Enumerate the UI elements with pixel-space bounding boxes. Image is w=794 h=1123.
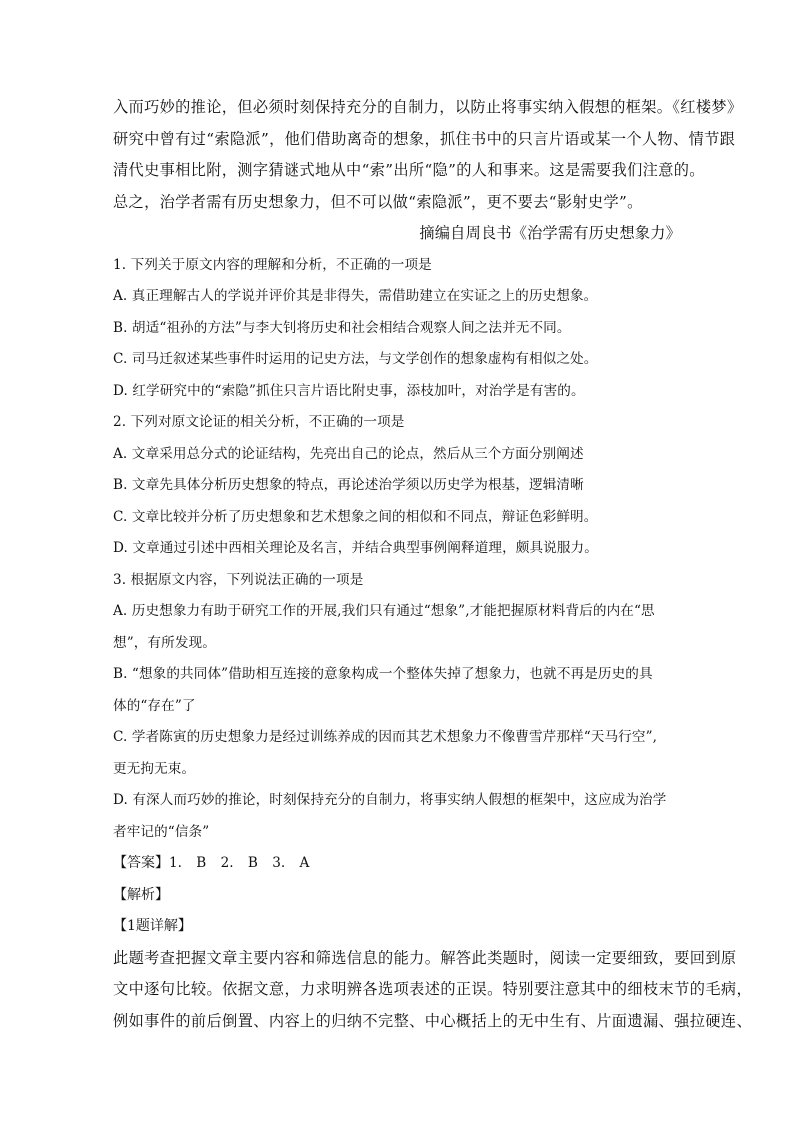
option-c: C. 学者陈寅的历史想象力是经过训练养成的因而其艺术想象力不像曹雪芹那样“天马行空”, (113, 729, 658, 745)
option-b: B. “想象的共同体”借助相互连接的意象构成一个整体失掉了想象力，也就不再是历史的具 (113, 666, 653, 682)
option-d: D. 文章通过引述中西相关理论及名言，并结合典型事例阐释道理，颇具说服力。 (113, 540, 598, 556)
explanation-line: 文中逐句比较。依据文意，力求明辨各选项表述的正误。特别要注意其中的细枝末节的毛病， (113, 980, 753, 998)
explanation-paragraph (113, 943, 753, 1038)
option-a-continued: 想”，有所发现。 (113, 634, 216, 651)
option-b: B. 文章先具体分析历史想象的特点，再论述治学须以历史学为根基，逻辑清晰 (113, 477, 584, 493)
option-c-continued: 更无拘无束。 (113, 760, 196, 777)
question-stem: 3. 根据原文内容，下列说法正确的一项是 (113, 571, 364, 588)
detail-label: 【1题详解】 (113, 918, 192, 934)
document-page (113, 92, 753, 1037)
option-d: D. 红学研究中的“索隐”抓住只言片语比附史事，添枝加叶，对治学是有害的。 (113, 382, 585, 399)
option-a: A. 历史想象力有助于研究工作的开展,我们只有通过“想象”,才能把握原材料背后的内在“思 (113, 603, 655, 619)
paragraph-line: 研究中曾有过“索隐派”，他们借助离奇的想象，抓住书中的只言片语或某一个人物、情节跟 (113, 129, 736, 148)
answer-values: 1. B 2. B 3. A (169, 855, 310, 871)
paragraph-line: 入而巧妙的推论，但必须时刻保持充分的自制力，以防止将事实纳入假想的框架。《红楼梦》 (113, 98, 743, 116)
question-2 (113, 407, 681, 565)
option-a: A. 文章采用总分式的论证结构，先亮出自己的论点，然后从三个方面分别阐述 (113, 445, 584, 462)
option-a: A. 真正理解古人的学说并评价其是非得失，需借助建立在实证之上的历史想象。 (113, 288, 598, 304)
option-d: D. 有深人而巧妙的推论，时刻保持充分的自制力，将事实纳人假想的框架中，这应成为治学 (113, 792, 667, 808)
analysis-label: 【解析】 (113, 886, 169, 903)
option-b-continued: 体的“存在”了 (113, 697, 196, 714)
explanation-line: 此题考查把握文章主要内容和筛选信息的能力。解答此类题时，阅读一定要细致，要回到原 (113, 948, 737, 967)
answer-line (113, 848, 681, 880)
intro-paragraph (113, 92, 743, 218)
option-b: B. 胡适“祖孙的方法”与李大钊将历史和社会相结合观察人间之法并无不同。 (113, 319, 571, 336)
source-citation: 摘编自周良书《治学需有历史想象力》 (419, 224, 681, 242)
option-d-continued: 者牢记的“信条” (113, 823, 210, 840)
paragraph-line: 总之，治学者需有历史想象力，但不可以做“索隐派”，更不要去“影射史学”。 (113, 192, 643, 211)
option-c: C. 文章比较并分析了历史想象和艺术想象之间的相似和不同点，辩证色彩鲜明。 (113, 508, 598, 525)
explanation-line: 例如事件的前后倒置、内容上的归纳不完整、中心概括上的无中生有、片面遗漏、强拉硬连、 (113, 1011, 753, 1030)
question-3 (113, 565, 681, 849)
option-c: C. 司马迁叙述某些事件时运用的记史方法，与文学创作的想象虚构有相似之处。 (113, 351, 598, 367)
question-stem: 1. 下列关于原文内容的理解和分析，不正确的一项是 (113, 256, 432, 273)
answer-label: 【答案】 (113, 855, 169, 871)
question-stem: 2. 下列对原文论证的相关分析，不正确的一项是 (113, 414, 405, 430)
paragraph-line: 清代史事相比附，测字猜谜式地从中“索”出所“隐”的人和事来。这是需要我们注意的。 (113, 161, 705, 179)
question-1 (113, 250, 681, 408)
